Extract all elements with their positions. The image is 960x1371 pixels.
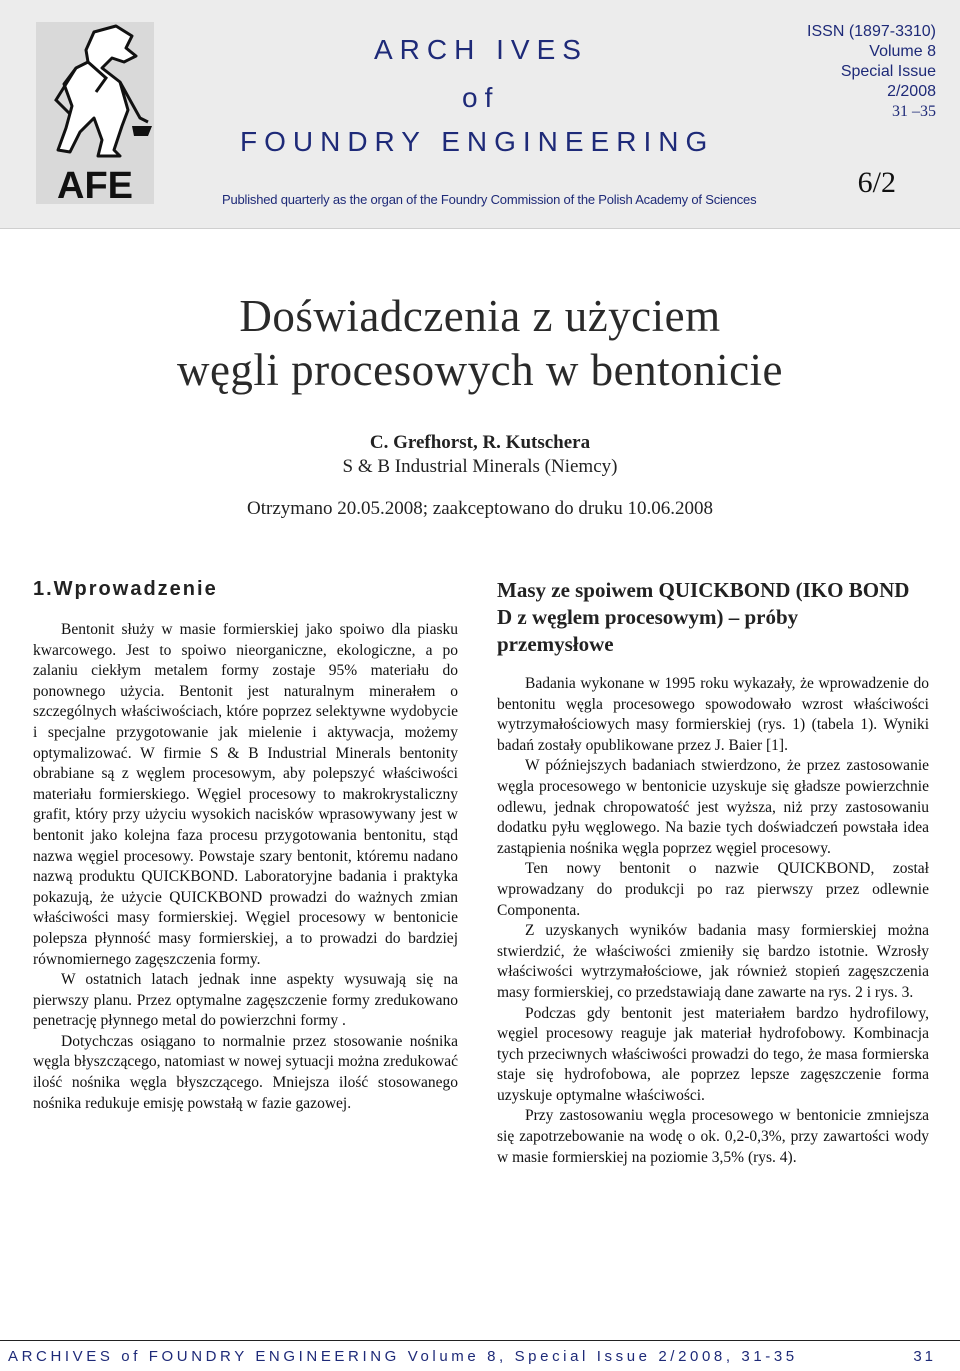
paragraph: W ostatnich latach jednak inne aspekty wysuwają się na pierwszy planu. Przez optymalne zagęszczenie formy zredukowano penetrację płynnego metal do powierzchni formy .: [33, 971, 458, 1030]
journal-name-line2: of: [462, 82, 500, 113]
page-number: 31: [913, 1348, 936, 1365]
issue-number: 2/2008: [887, 83, 936, 100]
afe-logo: [36, 22, 154, 204]
article-number: 6/2: [857, 166, 896, 199]
issue-info: [786, 22, 936, 122]
left-column: [33, 620, 458, 1114]
journal-name-line1: ARCH IVES: [374, 34, 588, 65]
paragraph: Z uzyskanych wyników badania masy formierskiej można stwierdzić, że właściwości zmieniły się bardzo istotnie. Wzrosły właściwości wytrzymałościowe, jak również stopień zagęszczenia masy formierskiej, co przedstawiają dane zawarte na rys. 2 i rys. 3.: [497, 922, 929, 1001]
svg-text:AFE: AFE: [57, 165, 133, 204]
special-issue: Special Issue: [840, 63, 936, 80]
paragraph: Przy zastosowaniu węgla procesowego w bentonicie zmniejsza się zapotrzebowanie na wodę o ok. 0,2-0,3%, przy zawartości wody w masie formierskiej na poziomie 3,5% (rys. 4).: [497, 1107, 929, 1166]
page-range: 31 –35: [892, 103, 936, 120]
published-statement: Published quarterly as the organ of the Foundry Commission of the Polish Academy of Sciences: [222, 192, 757, 207]
section-heading-introduction: 1.Wprowadzenie: [33, 578, 218, 600]
right-column: [497, 674, 929, 1168]
footer-citation: ARCHIVES of FOUNDRY ENGINEERING Volume 8, Special Issue 2/2008, 31-35: [8, 1348, 798, 1365]
journal-name-line3: FOUNDRY ENGINEERING: [240, 126, 715, 157]
article-title-line1: Doświadczenia z użyciem: [239, 291, 721, 341]
volume: Volume 8: [869, 43, 936, 60]
footer-divider: [0, 1340, 960, 1341]
paragraph: Ten nowy bentonit o nazwie QUICKBOND, został wprowadzany do produkcji po raz pierwszy przez odlewnie Componenta.: [497, 860, 929, 919]
affiliation: S & B Industrial Minerals (Niemcy): [342, 456, 618, 477]
paragraph: Podczas gdy bentonit jest materiałem bardzo hydrofilowy, węgiel procesowy reaguje jak materiał hydrofobowy. Kombinacja tych przeciwnych właściwości prowadzi do tego, że masa formierska staje się hydrofobowa, ale poprzez lepsze zagęszczenie forma uzyskuje optymalne właściwości.: [497, 1004, 929, 1104]
article-title-line2: węgli procesowych w bentonicie: [176, 345, 784, 395]
received-dates: Otrzymano 20.05.2008; zaakceptowano do druku 10.06.2008: [247, 498, 713, 519]
journal-header: [0, 0, 960, 229]
paragraph: W późniejszych badaniach stwierdzono, że przez zastosowanie węgla procesowego w bentonicie uzyskuje się gładsze powierzchnie odlewu, jednak chropowatość jest wyższa, niż przy zastosowaniu dodatku pyłu węglowego. Na bazie tych doświadczeń powstała idea zastąpienia nośnika węgla poprzez węgiel procesowy.: [497, 757, 929, 857]
issn: ISSN (1897-3310): [807, 23, 936, 40]
section-heading-quickbond: Masy ze spoiwem QUICKBOND (IKO BOND D z węglem procesowym) – próby przemysłowe: [497, 578, 910, 656]
paragraph: Bentonit służy w masie formierskiej jako spoiwo dla piasku kwarcowego. Jest to spoiwo nieorganiczne, ekologiczne, a po zalaniu ciekłym metalem formy zostaje 95% materiału do ponownego użycia. Bentonit jest naturalnym minerałem o szczególnych właściwościach, które poprzez selektywne wydobycie i specjalne przygotowanie jak mielenie i aktywacja, możemy optymalizować. W firmie S & B Industrial Minerals bentonity obrabiane są z węglem procesowym, aby polepszyć właściwości materiału formierskiego. Węgiel procesowy to makrokrystaliczny grafit, który przy użyciu wysokich nacisków wprasowywany jest w bentonit jako kolejna faza procesu przygotowania bentonitu, stąd nazwa węgiel procesowy. Powstaje szary bentonit, któremu nadano nazwą produktu QUICKBOND. Laboratoryjne badania i praktyka pokazują, że użycie QUICKBOND prowadzi do ważnych zmian właściwości masy formierskiej. Węgiel procesowy w bentonicie polepsza płynność masy formierskiej, a to prowadzi do bardziej równomiernego zagęszczenia formy.: [33, 621, 458, 968]
authors: C. Grefhorst, R. Kutschera: [369, 432, 591, 453]
paragraph: Dotychczas osiągano to normalnie przez stosowanie nośnika węgla błyszczącego, natomiast w nowej sytuacji można zredukować ilość nośnika węgla błyszczącego. Mniejsza ilość stosowanego nośnika redukuje emisję powstałą w fazie gazowej.: [33, 1032, 458, 1112]
paragraph: Badania wykonane w 1995 roku wykazały, że wprowadzenie do bentonitu węgla procesowego spowodowało wzrost właściwości wytrzymałościowych masy formierskiej (rys. 1) (tabela 1). Wyniki badań zostały opublikowane przez J. Baier [1].: [497, 675, 929, 754]
